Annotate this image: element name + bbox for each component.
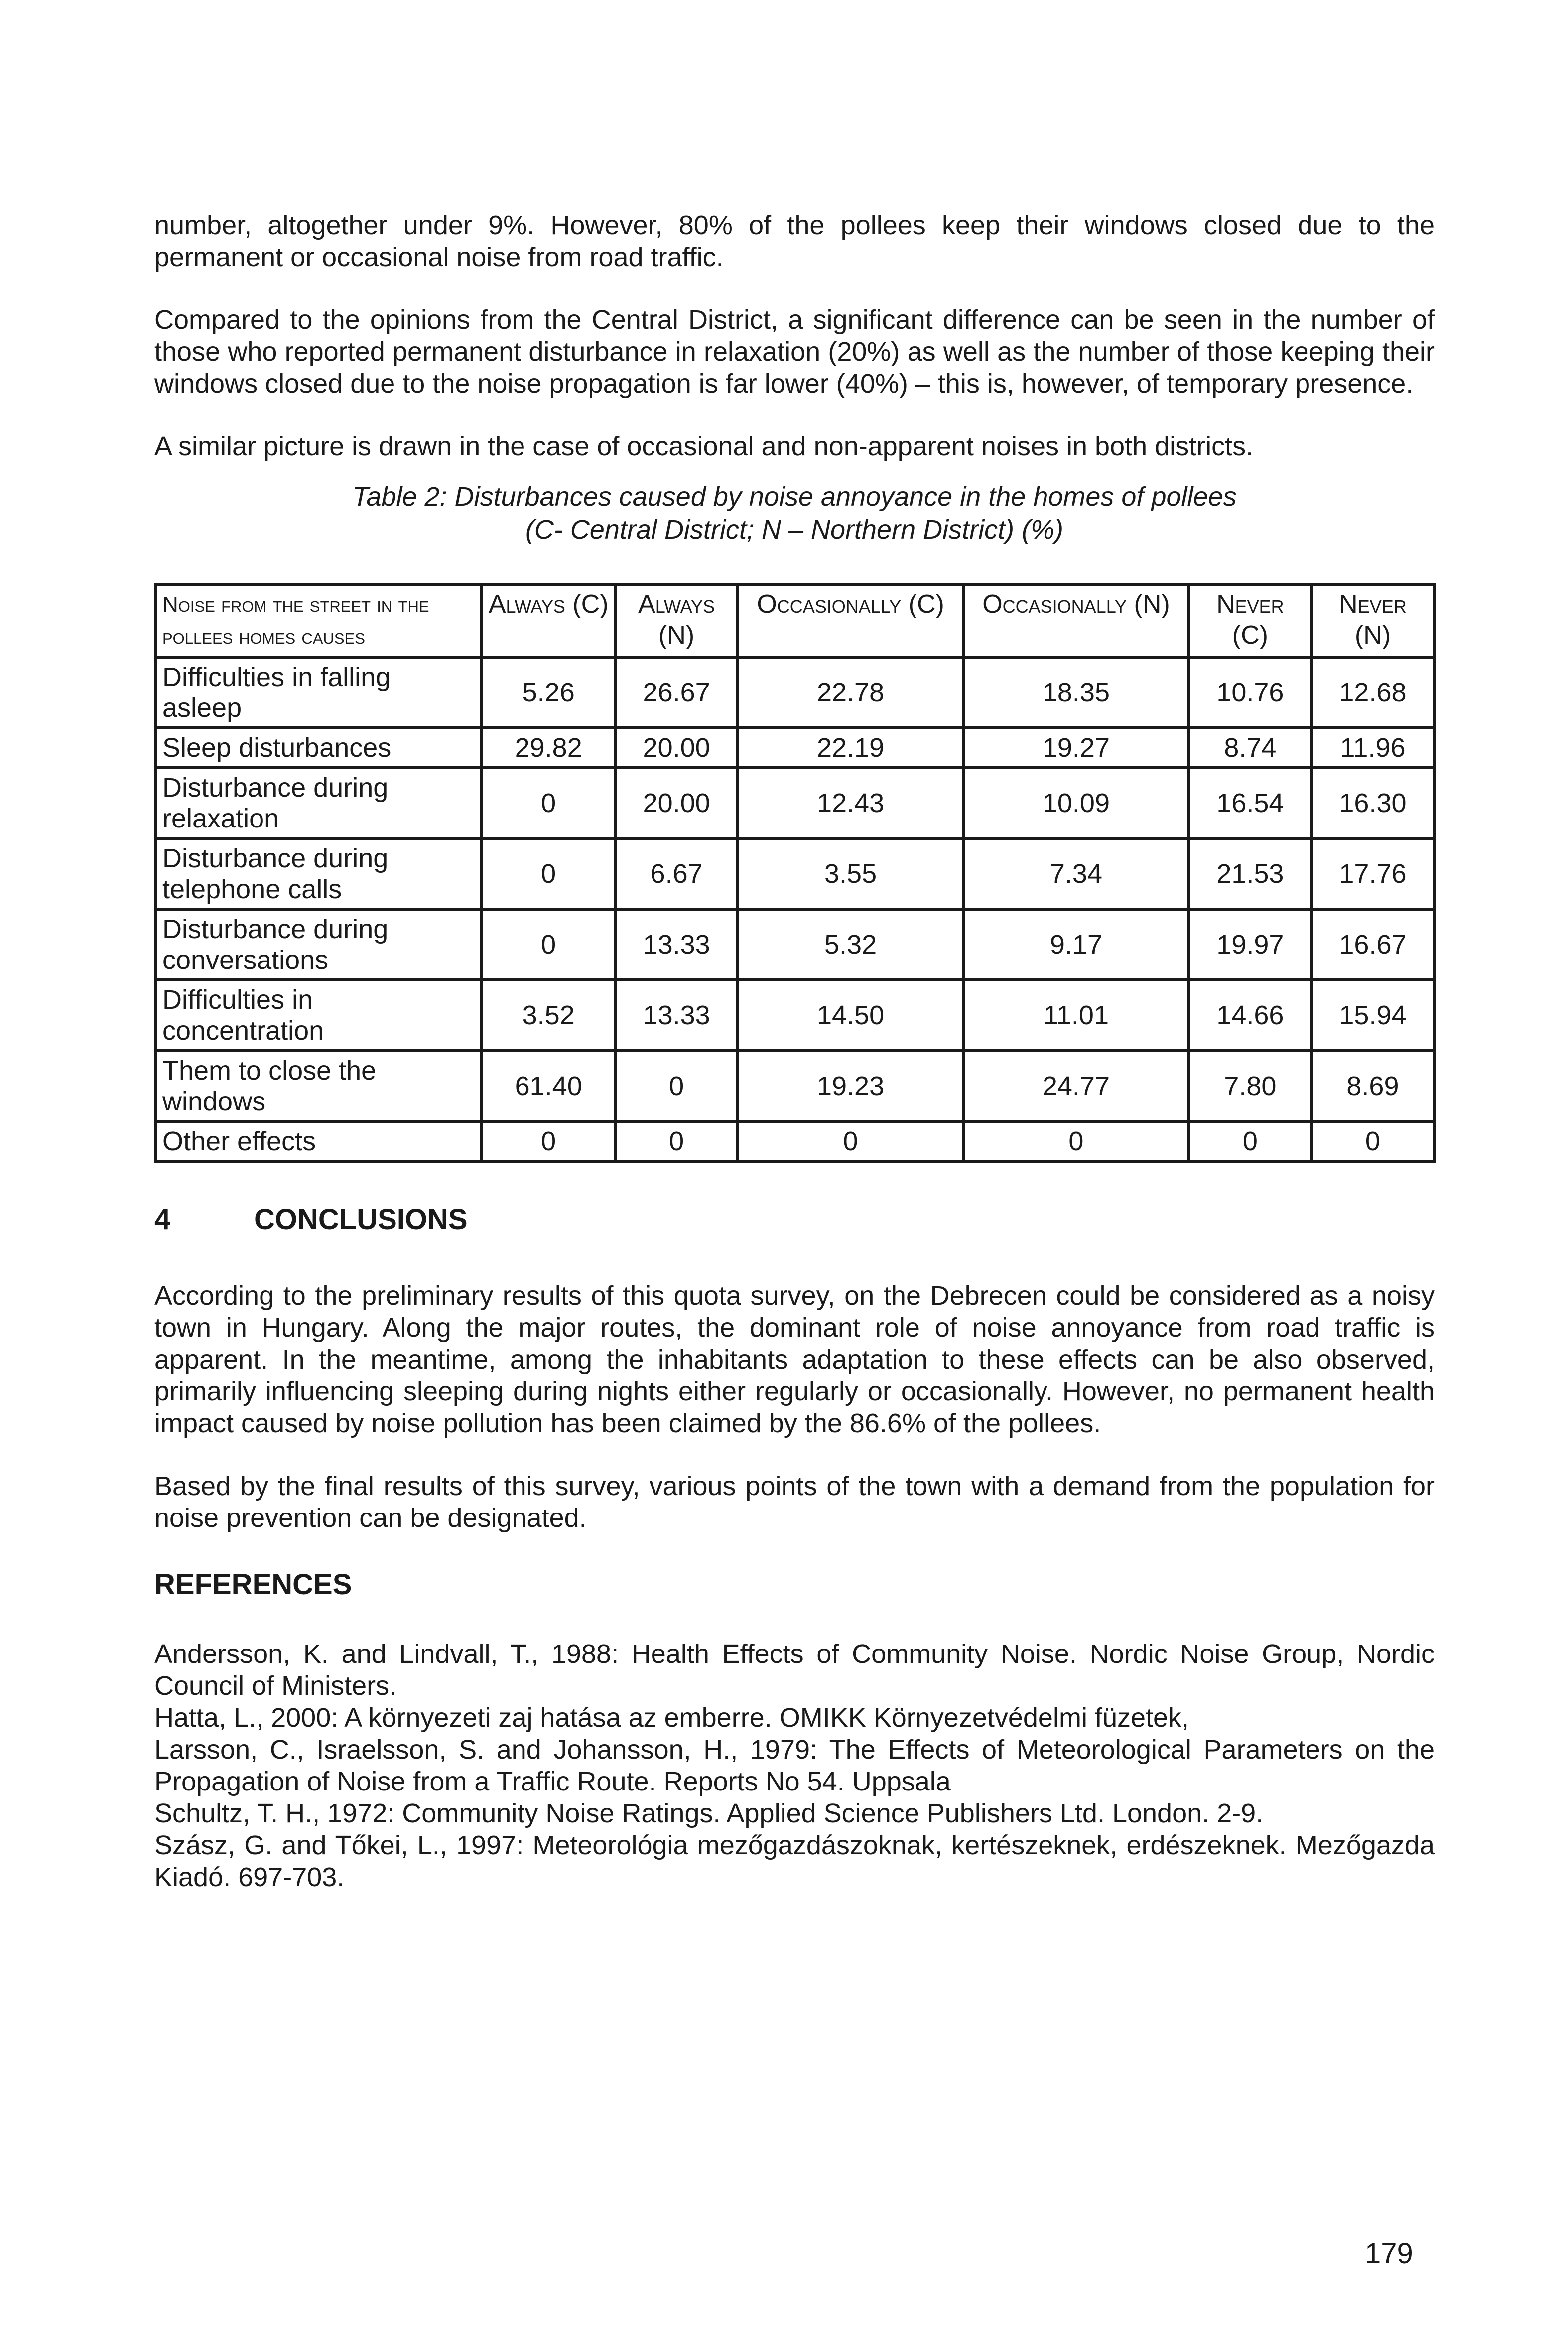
paragraph: Based by the final results of this survey, various points of the town with a demand from the population for noise prevention can be designated. xyxy=(154,1471,1435,1533)
table-caption-line: Table 2: Disturbances caused by noise annoyance in the homes of pollees xyxy=(352,482,1237,512)
table-header-cell: Always (C) xyxy=(482,584,615,657)
table-cell: 14.50 xyxy=(738,980,963,1051)
table-cell: 11.01 xyxy=(963,980,1189,1051)
table-cell: 5.26 xyxy=(482,657,615,728)
table-cell: 7.34 xyxy=(963,838,1189,909)
table-cell: 8.69 xyxy=(1311,1051,1434,1121)
conclusions-heading xyxy=(154,1203,1435,1236)
table-cell: 0 xyxy=(1189,1121,1311,1161)
row-label-cell: Sleep disturbances xyxy=(156,728,482,768)
paragraph: According to the preliminary results of this quota survey, on the Debrecen could be considered as a noisy town in Hungary. Along the major routes, the dominant role of noise annoyance from road traffic is apparent. In the meantime, among the inhabitants adaptation to these effects can be also observed, primarily influencing sleeping during nights either regularly or occasionally. However, no permanent health impact caused by noise pollution has been claimed by the 86.6% of the pollees. xyxy=(154,1281,1435,1438)
table-header-cell: Occasionally (C) xyxy=(738,584,963,657)
table-cell: 29.82 xyxy=(482,728,615,768)
reference-item: Schultz, T. H., 1972: Community Noise Ratings. Applied Science Publishers Ltd. London. 2-9. xyxy=(154,1798,1264,1828)
table-cell: 22.78 xyxy=(738,657,963,728)
row-label-cell: Disturbance during conversations xyxy=(156,909,482,980)
section-title: CONCLUSIONS xyxy=(254,1203,468,1236)
table-cell: 0 xyxy=(1311,1121,1434,1161)
table-row xyxy=(156,1121,1434,1161)
reference-item: Szász, G. and Tőkei, L., 1997: Meteorológia mezőgazdászoknak, kertészeknek, erdészeknek. Mezőgazda Kiadó. 697-703. xyxy=(154,1830,1435,1892)
table-row xyxy=(156,768,1434,838)
table-cell: 11.96 xyxy=(1311,728,1434,768)
table-cell: 0 xyxy=(482,1121,615,1161)
table-cell: 15.94 xyxy=(1311,980,1434,1051)
paragraph: Compared to the opinions from the Central District, a significant difference can be seen in the number of those who reported permanent disturbance in relaxation (20%) as well as the number of those keeping their windows closed due to the noise propagation is far lower (40%) – this is, however, of temporary presence. xyxy=(154,305,1435,399)
table-header-row xyxy=(156,584,1434,657)
row-label-cell: Them to close the windows xyxy=(156,1051,482,1121)
table-cell: 0 xyxy=(482,909,615,980)
table-cell: 7.80 xyxy=(1189,1051,1311,1121)
row-label-cell: Difficulties in falling asleep xyxy=(156,657,482,728)
table-row xyxy=(156,909,1434,980)
table-cell: 0 xyxy=(963,1121,1189,1161)
table-row xyxy=(156,728,1434,768)
table-cell: 12.68 xyxy=(1311,657,1434,728)
table-row xyxy=(156,1051,1434,1121)
table-cell: 16.67 xyxy=(1311,909,1434,980)
table-cell: 22.19 xyxy=(738,728,963,768)
row-label-cell: Disturbance during relaxation xyxy=(156,768,482,838)
table-caption xyxy=(154,480,1435,546)
table-row xyxy=(156,657,1434,728)
table-cell: 8.74 xyxy=(1189,728,1311,768)
table-header-cell: Always (N) xyxy=(615,584,738,657)
table-row xyxy=(156,980,1434,1051)
row-label-cell: Difficulties in concentration xyxy=(156,980,482,1051)
table-cell: 20.00 xyxy=(615,768,738,838)
table-cell: 26.67 xyxy=(615,657,738,728)
table-cell: 3.52 xyxy=(482,980,615,1051)
table-cell: 13.33 xyxy=(615,909,738,980)
table-header-cell: Noise from the street in the pollees homes causes xyxy=(156,584,482,657)
section-number: 4 xyxy=(154,1203,171,1236)
table-cell: 24.77 xyxy=(963,1051,1189,1121)
row-label-cell: Other effects xyxy=(156,1121,482,1161)
table-row xyxy=(156,838,1434,909)
table-header-cell: Occasionally (N) xyxy=(963,584,1189,657)
table-header-cell: Never (N) xyxy=(1311,584,1434,657)
table-cell: 19.27 xyxy=(963,728,1189,768)
table-caption-line: (C- Central District; N – Northern District) (%) xyxy=(525,515,1064,545)
paragraph: A similar picture is drawn in the case of occasional and non-apparent noises in both districts. xyxy=(154,431,1254,461)
disturbance-table xyxy=(154,583,1436,1163)
table-cell: 17.76 xyxy=(1311,838,1434,909)
reference-item: Hatta, L., 2000: A környezeti zaj hatása az emberre. OMIKK Környezetvédelmi füzetek, xyxy=(154,1703,1189,1733)
table-cell: 16.30 xyxy=(1311,768,1434,838)
table-cell: 19.97 xyxy=(1189,909,1311,980)
table-header-cell: Never (C) xyxy=(1189,584,1311,657)
references-heading: REFERENCES xyxy=(154,1568,352,1601)
table-cell: 0 xyxy=(482,768,615,838)
table-cell: 9.17 xyxy=(963,909,1189,980)
table-cell: 0 xyxy=(482,838,615,909)
references-list xyxy=(154,1638,1435,1893)
row-label-cell: Disturbance during telephone calls xyxy=(156,838,482,909)
table-cell: 12.43 xyxy=(738,768,963,838)
table-cell: 20.00 xyxy=(615,728,738,768)
page-number: 179 xyxy=(1365,2237,1413,2270)
table-cell: 21.53 xyxy=(1189,838,1311,909)
table-cell: 3.55 xyxy=(738,838,963,909)
table-cell: 19.23 xyxy=(738,1051,963,1121)
table-cell: 0 xyxy=(615,1051,738,1121)
table-cell: 0 xyxy=(738,1121,963,1161)
table-cell: 13.33 xyxy=(615,980,738,1051)
table-cell: 10.09 xyxy=(963,768,1189,838)
table-cell: 18.35 xyxy=(963,657,1189,728)
table-cell: 10.76 xyxy=(1189,657,1311,728)
table-cell: 16.54 xyxy=(1189,768,1311,838)
table-cell: 61.40 xyxy=(482,1051,615,1121)
reference-item: Andersson, K. and Lindvall, T., 1988: Health Effects of Community Noise. Nordic Noise Group, Nordic Council of Ministers. xyxy=(154,1639,1435,1701)
table-cell: 14.66 xyxy=(1189,980,1311,1051)
table-cell: 5.32 xyxy=(738,909,963,980)
table-cell: 0 xyxy=(615,1121,738,1161)
paragraph: number, altogether under 9%. However, 80% of the pollees keep their windows closed due to the permanent or occasional noise from road traffic. xyxy=(154,210,1435,272)
table-body xyxy=(156,657,1434,1161)
table-cell: 6.67 xyxy=(615,838,738,909)
page-body xyxy=(154,209,1435,1893)
reference-item: Larsson, C., Israelsson, S. and Johansson, H., 1979: The Effects of Meteorological Parameters on the Propagation of Noise from a Traffic Route. Reports No 54. Uppsala xyxy=(154,1735,1435,1796)
